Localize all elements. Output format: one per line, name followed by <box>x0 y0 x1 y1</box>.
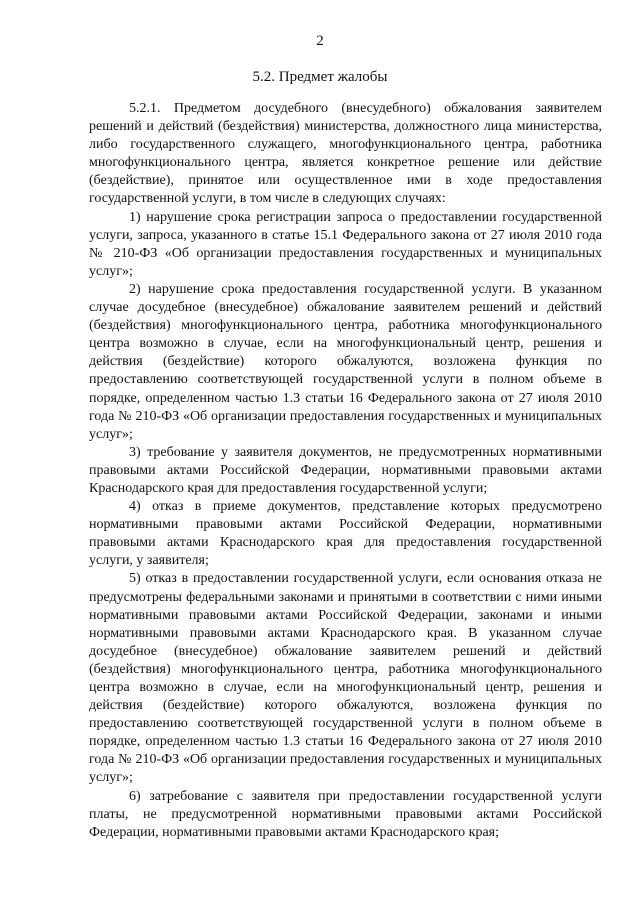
list-item-3: 3) требование у заявителя документов, не предусмотренных нормативными правовыми актами Российской Федерации, нормативными правовыми актами Краснодарского края для предоставления государственной услуги; <box>89 444 602 496</box>
section-heading: 5.2. Предмет жалобы <box>252 69 388 85</box>
list-item-6: 6) затребование с заявителя при предоставлении государственной услуги платы, не предусмотренной нормативными правовыми актами Российской Федерации, нормативными правовыми актами Краснодарского края; <box>89 788 602 840</box>
list-item-2: 2) нарушение срока предоставления государственной услуги. В указанном случае досудебное (внесудебное) обжалование заявителем решений и действий (бездействия) многофункционального центра, работника многофункционального центра возможно в случае, если на многофункциональный центр, решения и действия (бездействие) которого обжалуются, возложена функция по предоставлению соответствующей государственной услуги в полном объеме в порядке, определенном частью 1.3 статьи 16 Федерального закона от 27 июля 2010 года № 210-ФЗ «Об организации предоставления государственных и муниципальных услуг»; <box>89 281 602 442</box>
document-body <box>89 100 602 842</box>
list-item-1: 1) нарушение срока регистрации запроса о предоставлении государственной услуги, запроса, указанного в статье 15.1 Федерального закона от 27 июля 2010 года № 210-ФЗ «Об организации предоставления государственных и муниципальных услуг»; <box>89 209 602 279</box>
list-item-5: 5) отказ в предоставлении государственной услуги, если основания отказа не предусмотрены федеральными законами и принятыми в соответствии с ними иными нормативными правовыми актами Российской Федерации, законами и иными нормативными правовыми актами Краснодарского края. В указанном случае досудебное (внесудебное) обжалование заявителем решений и действий (бездействия) многофункционального центра, работника многофункционального центра возможно в случае, если на многофункциональный центр, решения и действия (бездействие) которого обжалуются, возложена функция по предоставлению соответствующей государственной услуги в полном объеме в порядке, определенном частью 1.3 статьи 16 Федерального закона от 27 июля 2010 года № 210-ФЗ «Об организации предоставления государственных и муниципальных услуг»; <box>89 571 602 786</box>
list-item-4: 4) отказ в приеме документов, представление которых предусмотрено нормативными правовыми актами Российской Федерации, нормативными правовыми актами Краснодарского края для предоставления государственной услуги, у заявителя; <box>89 499 602 569</box>
paragraph-5-2-1: 5.2.1. Предметом досудебного (внесудебного) обжалования заявителем решений и действий (бездействия) министерства, должностного лица министерства, либо государственного служащего, многофункционального центра, работника многофункционального центра, является конкретное решение или действие (бездействие), принятое или осуществленное ими в ходе предоставления государственной услуги, в том числе в следующих случаях: <box>89 101 602 207</box>
page-number: 2 <box>316 33 324 49</box>
